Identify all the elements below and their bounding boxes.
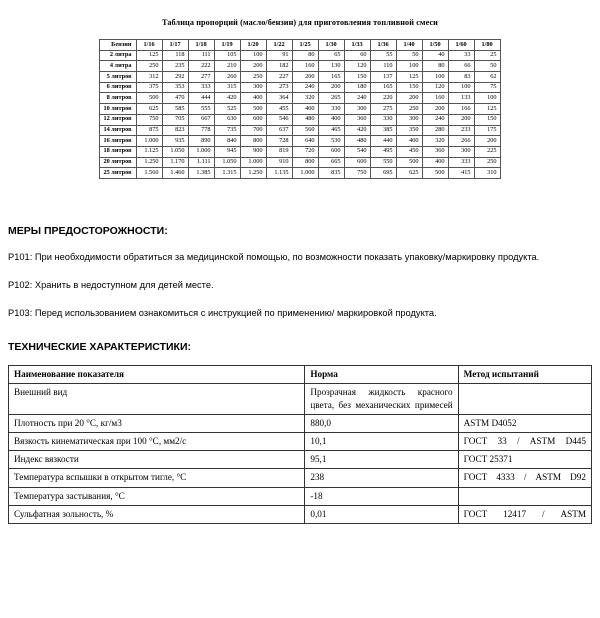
table-cell: 840 xyxy=(214,136,240,147)
table-cell: 62 xyxy=(474,72,500,83)
table-cell: 166 xyxy=(448,104,474,115)
column-header-ratio-1-16: 1/16 xyxy=(136,40,162,51)
table-cell: 333 xyxy=(448,157,474,168)
table-cell: 150 xyxy=(344,72,370,83)
table-cell: 60 xyxy=(344,50,370,61)
column-header-ratio-1-60: 1/60 xyxy=(448,40,474,51)
table-cell: 546 xyxy=(266,114,292,125)
table-cell: 540 xyxy=(344,146,370,157)
table-cell: 600 xyxy=(344,157,370,168)
table-cell: 55 xyxy=(370,50,396,61)
row-header-volume: 4 литра xyxy=(100,61,136,72)
table-cell: 1.000 xyxy=(240,157,266,168)
table-cell: 110 xyxy=(370,61,396,72)
table-cell: 525 xyxy=(214,104,240,115)
table-cell: 1.385 xyxy=(188,168,214,179)
table-row xyxy=(100,93,500,104)
table-cell: 1.250 xyxy=(240,168,266,179)
table-cell: 300 xyxy=(344,104,370,115)
table-cell: 600 xyxy=(240,114,266,125)
precaution-p103: P103: Перед использованием ознакомиться с инструкцией по применению/ маркировкой продукта. xyxy=(8,308,437,319)
table-cell: 400 xyxy=(240,93,266,104)
page-title: Таблица пропорций (масло/бензин) для приготовления топливной смеси xyxy=(162,18,438,27)
table-row xyxy=(100,104,500,115)
column-header-fuel: Бензин xyxy=(100,40,136,51)
row-header-volume: 25 литров xyxy=(100,168,136,179)
cell-indicator-name: Температура вспышки в открытом тигле, °С xyxy=(9,469,305,487)
table-cell: 275 xyxy=(370,104,396,115)
table-cell: 353 xyxy=(162,82,188,93)
table-cell: 235 xyxy=(162,61,188,72)
column-header-ratio-1-33: 1/33 xyxy=(344,40,370,51)
table-cell: 83 xyxy=(448,72,474,83)
cell-test-method: ГОСТ 4333 / ASTM D92 xyxy=(458,469,591,487)
table-cell: 640 xyxy=(292,136,318,147)
table-cell: 165 xyxy=(318,72,344,83)
table-cell: 945 xyxy=(214,146,240,157)
table-cell: 118 xyxy=(162,50,188,61)
row-header-volume: 10 литров xyxy=(100,104,136,115)
table-cell: 33 xyxy=(448,50,474,61)
table-cell: 819 xyxy=(266,146,292,157)
column-header-ratio-1-22: 1/22 xyxy=(266,40,292,51)
column-header-ratio-1-30: 1/30 xyxy=(318,40,344,51)
table-cell: 400 xyxy=(292,104,318,115)
table-cell: 667 xyxy=(188,114,214,125)
table-cell: 160 xyxy=(292,61,318,72)
table-row xyxy=(100,157,500,168)
precaution-p101: P101: При необходимости обратиться за медицинской помощью, по возможности показать упаковку/маркировку продукта. xyxy=(8,251,540,262)
table-cell: 330 xyxy=(318,104,344,115)
table-cell: 900 xyxy=(240,146,266,157)
precaution-p102: P102: Хранить в недоступном для детей месте. xyxy=(8,279,214,290)
row-header-volume: 5 литров xyxy=(100,72,136,83)
table-header-row xyxy=(9,366,592,384)
table-cell: 250 xyxy=(136,61,162,72)
column-header-indicator: Наименование показателя xyxy=(9,366,305,384)
table-cell: 415 xyxy=(448,168,474,179)
table-cell: 200 xyxy=(318,82,344,93)
table-cell: 292 xyxy=(162,72,188,83)
table-cell: 625 xyxy=(136,104,162,115)
table-cell: 240 xyxy=(422,114,448,125)
table-cell: 330 xyxy=(370,114,396,125)
table-cell: 720 xyxy=(292,146,318,157)
table-cell: 470 xyxy=(162,93,188,104)
table-cell: 125 xyxy=(474,104,500,115)
table-cell: 600 xyxy=(318,146,344,157)
table-cell: 835 xyxy=(318,168,344,179)
row-header-volume: 14 литров xyxy=(100,125,136,136)
table-cell: 665 xyxy=(318,157,344,168)
table-cell: 260 xyxy=(214,72,240,83)
cell-norm-value: 10,1 xyxy=(305,433,458,451)
table-cell: 823 xyxy=(162,125,188,136)
cell-indicator-name: Вязкость кинематическая при 100 °С, мм2/с xyxy=(9,433,305,451)
table-cell: 300 xyxy=(448,146,474,157)
column-header-ratio-1-17: 1/17 xyxy=(162,40,188,51)
row-header-volume: 12 литров xyxy=(100,114,136,125)
table-cell: 120 xyxy=(422,82,448,93)
table-cell: 500 xyxy=(422,168,448,179)
table-cell: 125 xyxy=(136,50,162,61)
table-cell: 200 xyxy=(474,136,500,147)
table-cell: 100 xyxy=(422,72,448,83)
proportions-table-body xyxy=(100,50,500,178)
table-cell: 315 xyxy=(214,82,240,93)
table-cell: 180 xyxy=(344,82,370,93)
table-cell: 1.050 xyxy=(214,157,240,168)
table-cell: 735 xyxy=(214,125,240,136)
table-cell: 150 xyxy=(396,82,422,93)
table-cell: 300 xyxy=(240,82,266,93)
table-header-row xyxy=(100,40,500,51)
table-cell: 750 xyxy=(136,114,162,125)
table-cell: 630 xyxy=(214,114,240,125)
proportions-table-container xyxy=(8,39,592,179)
table-row xyxy=(9,415,592,433)
table-cell: 310 xyxy=(474,168,500,179)
table-cell: 75 xyxy=(474,82,500,93)
table-cell: 333 xyxy=(188,82,214,93)
table-cell: 728 xyxy=(266,136,292,147)
table-row xyxy=(9,451,592,469)
table-cell: 100 xyxy=(448,82,474,93)
column-header-ratio-1-80: 1/80 xyxy=(474,40,500,51)
table-cell: 875 xyxy=(136,125,162,136)
table-row xyxy=(100,82,500,93)
cell-norm-value: 95,1 xyxy=(305,451,458,469)
cell-indicator-name: Плотность при 20 °С, кг/м3 xyxy=(9,415,305,433)
table-cell: 800 xyxy=(240,136,266,147)
table-cell: 137 xyxy=(370,72,396,83)
table-cell: 1.000 xyxy=(188,146,214,157)
column-header-ratio-1-36: 1/36 xyxy=(370,40,396,51)
row-header-volume: 20 литров xyxy=(100,157,136,168)
table-cell: 890 xyxy=(188,136,214,147)
table-cell: 1.000 xyxy=(292,168,318,179)
table-cell: 935 xyxy=(162,136,188,147)
table-cell: 133 xyxy=(448,93,474,104)
table-cell: 1.125 xyxy=(136,146,162,157)
column-header-ratio-1-25: 1/25 xyxy=(292,40,318,51)
table-cell: 40 xyxy=(422,50,448,61)
column-header-method: Метод испытаний xyxy=(458,366,591,384)
table-row xyxy=(9,487,592,505)
table-cell: 480 xyxy=(292,114,318,125)
table-cell: 100 xyxy=(240,50,266,61)
table-cell: 555 xyxy=(188,104,214,115)
table-cell: 250 xyxy=(474,157,500,168)
table-cell: 240 xyxy=(292,82,318,93)
column-header-ratio-1-18: 1/18 xyxy=(188,40,214,51)
table-cell: 500 xyxy=(240,104,266,115)
table-cell: 100 xyxy=(396,61,422,72)
table-cell: 266 xyxy=(448,136,474,147)
row-header-volume: 2 литра xyxy=(100,50,136,61)
table-cell: 65 xyxy=(318,50,344,61)
table-cell: 50 xyxy=(474,61,500,72)
table-cell: 200 xyxy=(422,104,448,115)
table-cell: 560 xyxy=(292,125,318,136)
table-cell: 450 xyxy=(396,146,422,157)
table-cell: 175 xyxy=(474,125,500,136)
table-cell: 385 xyxy=(370,125,396,136)
cell-indicator-name: Сульфатная зольность, % xyxy=(9,505,305,523)
table-cell: 420 xyxy=(344,125,370,136)
table-cell: 220 xyxy=(370,93,396,104)
table-cell: 550 xyxy=(370,157,396,168)
table-cell: 495 xyxy=(370,146,396,157)
table-cell: 400 xyxy=(318,114,344,125)
row-header-volume: 8 литров xyxy=(100,93,136,104)
table-cell: 1.315 xyxy=(214,168,240,179)
table-cell: 225 xyxy=(474,146,500,157)
table-cell: 277 xyxy=(188,72,214,83)
table-cell: 1.050 xyxy=(162,146,188,157)
table-cell: 637 xyxy=(266,125,292,136)
table-cell: 222 xyxy=(188,61,214,72)
table-row xyxy=(100,61,500,72)
cell-test-method: ГОСТ 25371 xyxy=(458,451,591,469)
table-cell: 585 xyxy=(162,104,188,115)
table-cell: 265 xyxy=(318,93,344,104)
table-cell: 360 xyxy=(422,146,448,157)
column-header-ratio-1-19: 1/19 xyxy=(214,40,240,51)
table-cell: 250 xyxy=(240,72,266,83)
table-cell: 280 xyxy=(422,125,448,136)
table-cell: 150 xyxy=(474,114,500,125)
table-cell: 364 xyxy=(266,93,292,104)
cell-norm-value: 880,0 xyxy=(305,415,458,433)
table-cell: 120 xyxy=(344,61,370,72)
table-cell: 233 xyxy=(448,125,474,136)
cell-test-method xyxy=(458,487,591,505)
table-row xyxy=(9,433,592,451)
table-cell: 1.250 xyxy=(136,157,162,168)
cell-norm-value: -18 xyxy=(305,487,458,505)
cell-test-method: ГОСТ 33 / ASTM D445 xyxy=(458,433,591,451)
table-cell: 130 xyxy=(318,61,344,72)
table-cell: 465 xyxy=(318,125,344,136)
table-cell: 750 xyxy=(344,168,370,179)
cell-norm-value: Прозрачная жидкость красного цвета, без механических примесей xyxy=(305,384,458,415)
table-cell: 312 xyxy=(136,72,162,83)
table-cell: 182 xyxy=(266,61,292,72)
table-row xyxy=(100,72,500,83)
column-header-norm: Норма xyxy=(305,366,458,384)
table-cell: 200 xyxy=(448,114,474,125)
precautions-heading: МЕРЫ ПРЕДОСТОРОЖНОСТИ: xyxy=(8,224,168,237)
document-page xyxy=(0,18,600,618)
table-cell: 125 xyxy=(396,72,422,83)
table-cell: 700 xyxy=(240,125,266,136)
column-header-ratio-1-50: 1/50 xyxy=(422,40,448,51)
table-cell: 91 xyxy=(266,50,292,61)
cell-indicator-name: Температура застывания, °С xyxy=(9,487,305,505)
table-cell: 80 xyxy=(292,50,318,61)
table-row xyxy=(9,505,592,523)
column-header-ratio-1-20: 1/20 xyxy=(240,40,266,51)
table-cell: 240 xyxy=(344,93,370,104)
table-cell: 910 xyxy=(266,157,292,168)
table-cell: 50 xyxy=(396,50,422,61)
table-cell: 625 xyxy=(396,168,422,179)
technical-characteristics-table xyxy=(8,365,592,524)
table-cell: 778 xyxy=(188,125,214,136)
cell-test-method xyxy=(458,384,591,415)
table-cell: 695 xyxy=(370,168,396,179)
table-cell: 1.460 xyxy=(162,168,188,179)
table-cell: 200 xyxy=(240,61,266,72)
table-cell: 227 xyxy=(266,72,292,83)
table-row xyxy=(9,469,592,487)
table-cell: 25 xyxy=(474,50,500,61)
table-cell: 80 xyxy=(422,61,448,72)
table-cell: 444 xyxy=(188,93,214,104)
table-cell: 480 xyxy=(344,136,370,147)
table-cell: 420 xyxy=(214,93,240,104)
cell-norm-value: 0,01 xyxy=(305,505,458,523)
table-cell: 1.170 xyxy=(162,157,188,168)
table-cell: 200 xyxy=(396,93,422,104)
cell-test-method: ГОСТ 12417 / ASTM xyxy=(458,505,591,523)
table-cell: 360 xyxy=(344,114,370,125)
table-row xyxy=(100,125,500,136)
table-cell: 530 xyxy=(318,136,344,147)
table-cell: 100 xyxy=(474,93,500,104)
table-cell: 111 xyxy=(188,50,214,61)
table-cell: 320 xyxy=(422,136,448,147)
table-cell: 455 xyxy=(266,104,292,115)
cell-indicator-name: Внешний вид xyxy=(9,384,305,415)
cell-test-method: ASTM D4052 xyxy=(458,415,591,433)
cell-norm-value: 238 xyxy=(305,469,458,487)
table-cell: 800 xyxy=(292,157,318,168)
table-cell: 160 xyxy=(422,93,448,104)
table-row xyxy=(100,168,500,179)
table-row xyxy=(100,146,500,157)
table-cell: 375 xyxy=(136,82,162,93)
table-cell: 1.560 xyxy=(136,168,162,179)
cell-indicator-name: Индекс вязкости xyxy=(9,451,305,469)
table-cell: 320 xyxy=(292,93,318,104)
row-header-volume: 16 литров xyxy=(100,136,136,147)
table-cell: 250 xyxy=(396,104,422,115)
technical-table-body xyxy=(9,384,592,524)
table-row xyxy=(100,136,500,147)
table-row xyxy=(100,114,500,125)
row-header-volume: 18 литров xyxy=(100,146,136,157)
table-cell: 350 xyxy=(396,125,422,136)
table-cell: 705 xyxy=(162,114,188,125)
technical-characteristics-heading: ТЕХНИЧЕСКИЕ ХАРАКТЕРИСТИКИ: xyxy=(8,341,192,354)
table-row xyxy=(100,50,500,61)
table-cell: 300 xyxy=(396,114,422,125)
table-cell: 66 xyxy=(448,61,474,72)
table-cell: 440 xyxy=(370,136,396,147)
table-cell: 165 xyxy=(370,82,396,93)
row-header-volume: 6 литров xyxy=(100,82,136,93)
table-row xyxy=(9,384,592,415)
table-cell: 500 xyxy=(396,157,422,168)
table-cell: 273 xyxy=(266,82,292,93)
table-cell: 400 xyxy=(422,157,448,168)
table-cell: 400 xyxy=(396,136,422,147)
column-header-ratio-1-40: 1/40 xyxy=(396,40,422,51)
table-cell: 200 xyxy=(292,72,318,83)
proportions-table xyxy=(99,39,500,179)
table-cell: 1.135 xyxy=(266,168,292,179)
table-cell: 500 xyxy=(136,93,162,104)
table-cell: 210 xyxy=(214,61,240,72)
table-cell: 1.111 xyxy=(188,157,214,168)
table-cell: 1.000 xyxy=(136,136,162,147)
table-cell: 105 xyxy=(214,50,240,61)
